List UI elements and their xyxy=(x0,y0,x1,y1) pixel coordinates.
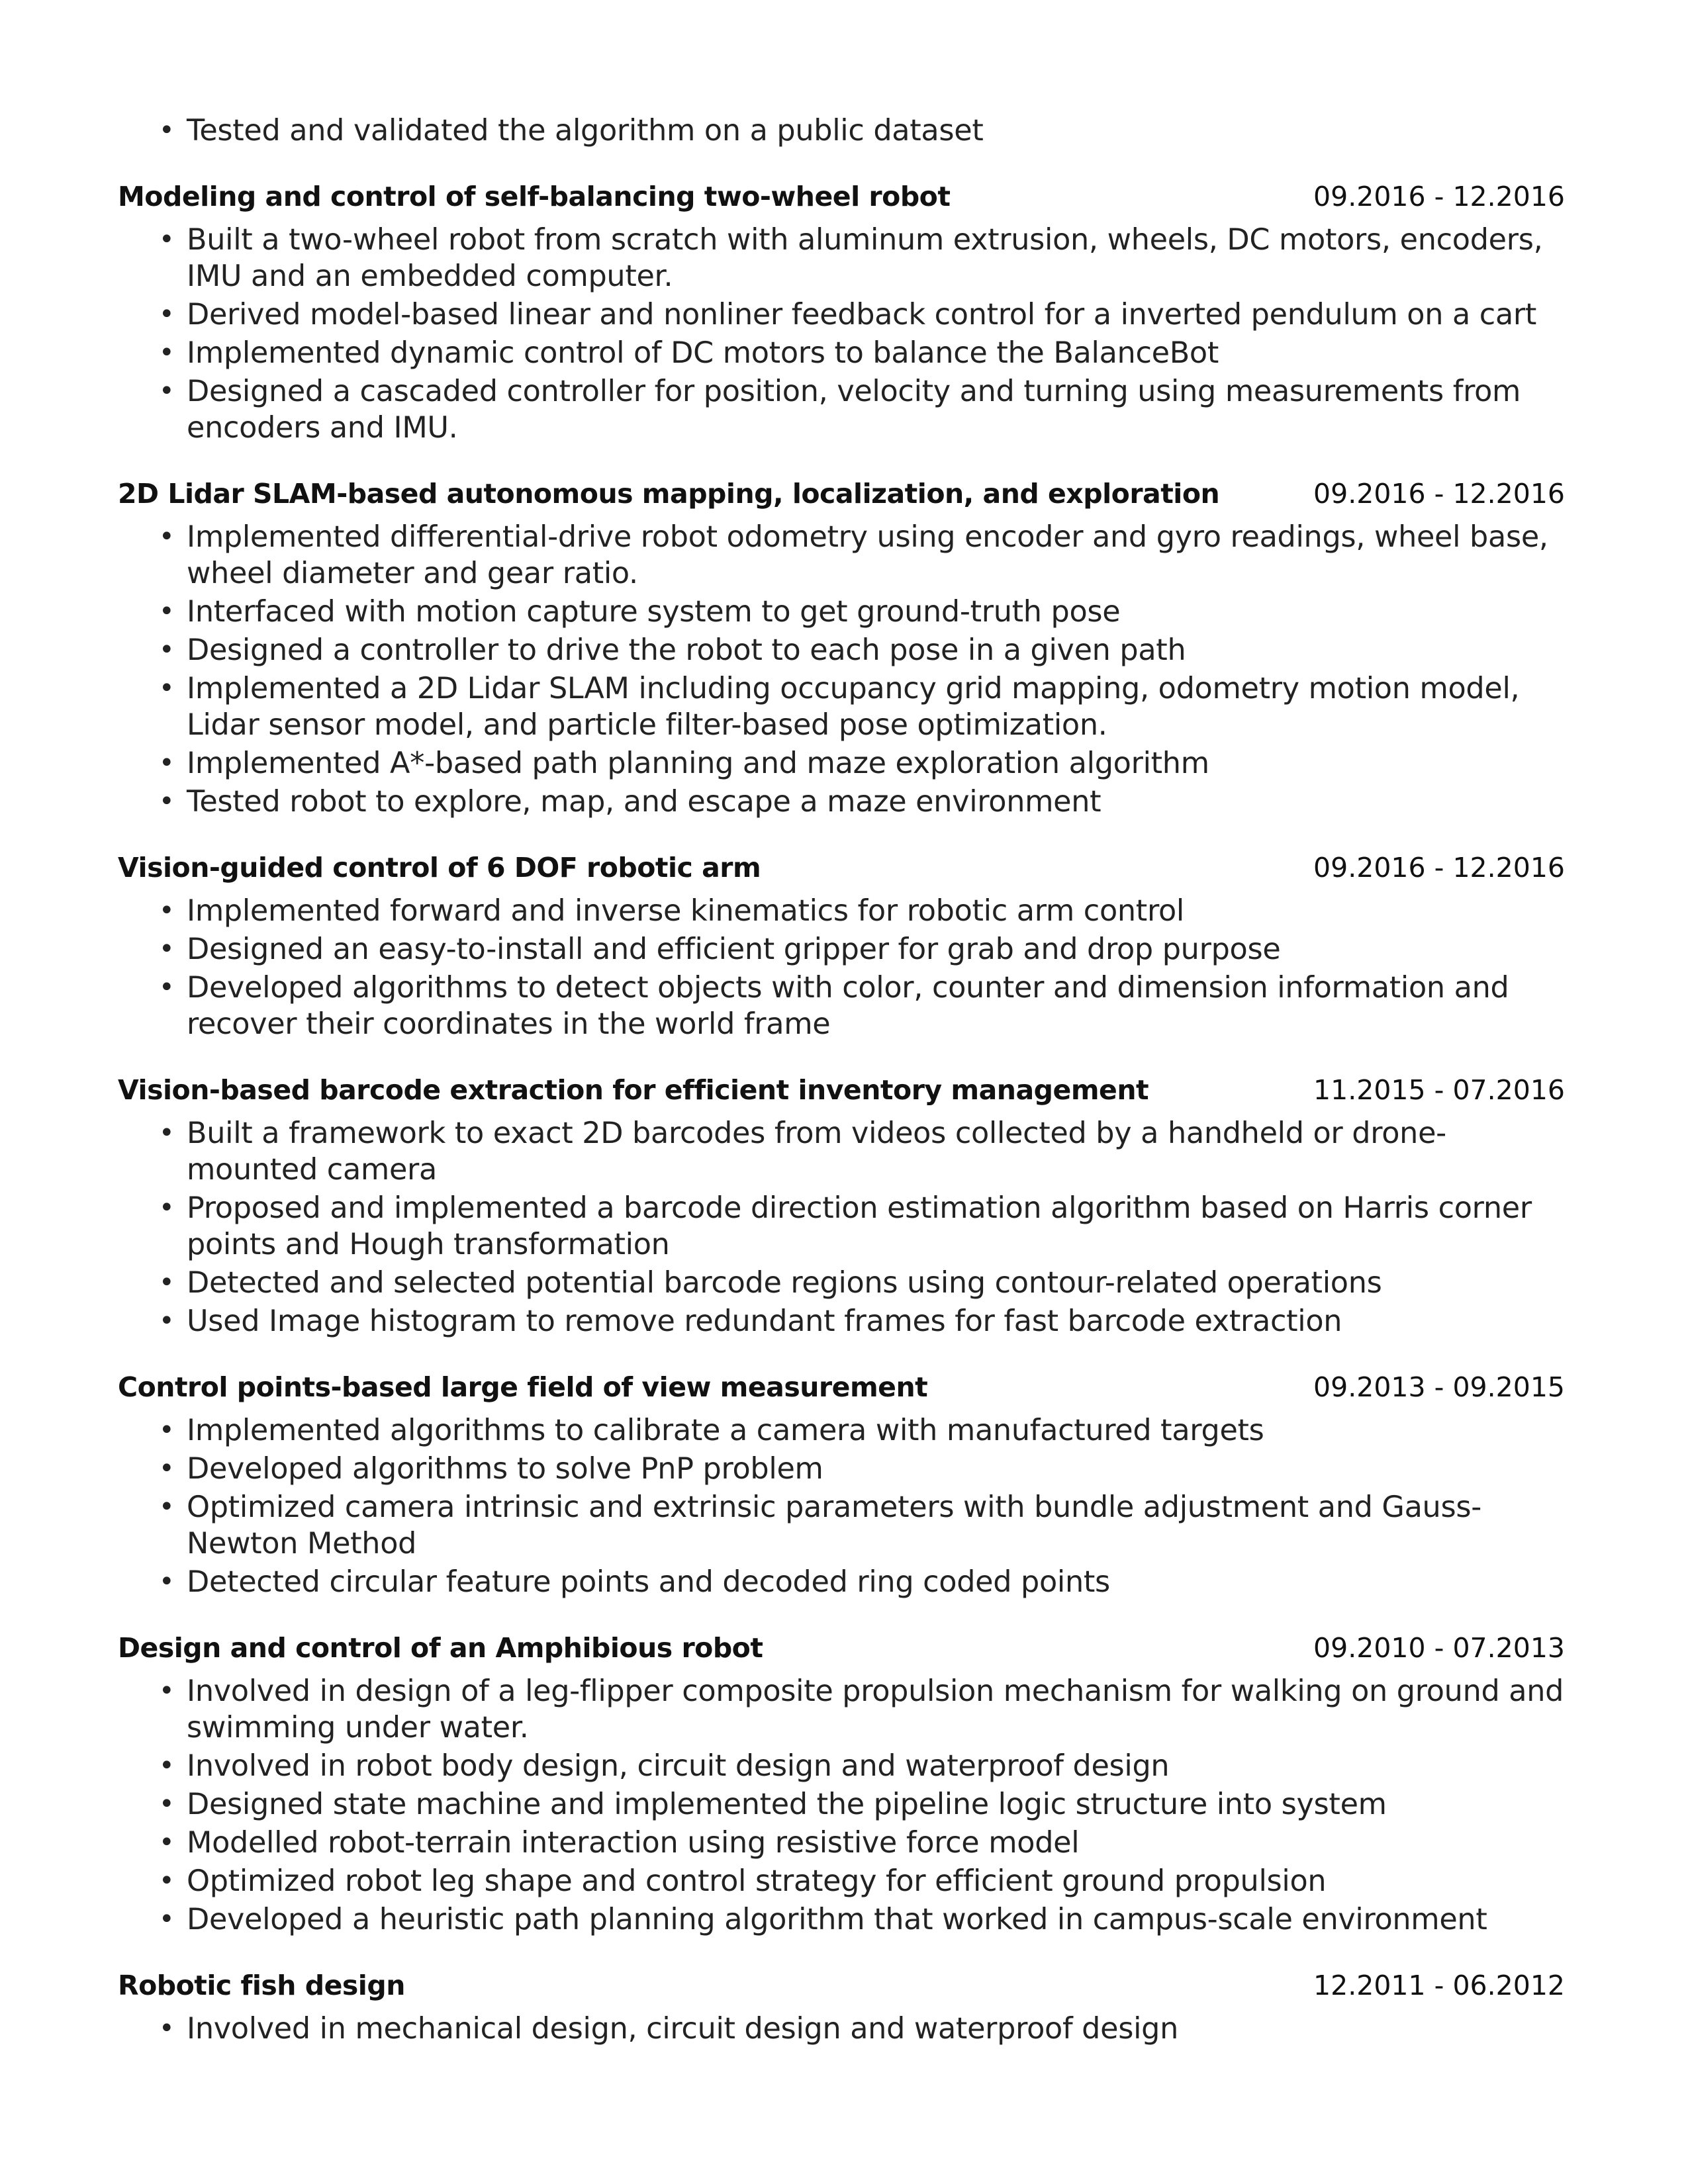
bullet-item: • Developed a heuristic path planning algorithm that worked in campus-scale environment xyxy=(118,1901,1568,1938)
project-title: Modeling and control of self-balancing two-wheel robot xyxy=(118,181,951,212)
project-header xyxy=(118,1371,1568,1412)
project-bullet-list xyxy=(118,1115,1568,1340)
project-header xyxy=(118,181,1568,222)
project-amphibious-robot xyxy=(118,1632,1568,1938)
project-header xyxy=(118,852,1568,893)
project-date: 09.2016 - 12.2016 xyxy=(1313,181,1565,212)
project-fov-measurement xyxy=(118,1371,1568,1600)
bullet-item: • Designed a controller to drive the robot to each pose in a given path xyxy=(118,632,1568,668)
project-date: 09.2013 - 09.2015 xyxy=(1313,1371,1565,1403)
bullet-item: • Derived model-based linear and nonliner feedback control for a inverted pendulum on a cart xyxy=(118,296,1568,333)
bullet-item: • Optimized robot leg shape and control strategy for efficient ground propulsion xyxy=(118,1863,1568,1899)
bullet-item: • Proposed and implemented a barcode direction estimation algorithm based on Harris corner points and Hough transformation xyxy=(118,1190,1568,1263)
project-date: 09.2016 - 12.2016 xyxy=(1313,478,1565,510)
bullet-item: • Designed a cascaded controller for position, velocity and turning using measurements from encoders and IMU. xyxy=(118,373,1568,446)
bullet-item: • Detected circular feature points and decoded ring coded points xyxy=(118,1564,1568,1600)
lead-bullet-list xyxy=(118,113,1568,149)
project-bullet-list xyxy=(118,2011,1568,2047)
project-header xyxy=(118,1632,1568,1673)
project-title: Vision-guided control of 6 DOF robotic arm xyxy=(118,852,761,884)
bullet-item: • Optimized camera intrinsic and extrinsic parameters with bundle adjustment and Gauss-Newton Method xyxy=(118,1489,1568,1562)
project-header xyxy=(118,478,1568,519)
bullet-item: • Implemented forward and inverse kinematics for robotic arm control xyxy=(118,893,1568,929)
project-header xyxy=(118,1074,1568,1115)
bullet-item: • Modelled robot-terrain interaction using resistive force model xyxy=(118,1825,1568,1861)
bullet-item: • Involved in robot body design, circuit design and waterproof design xyxy=(118,1748,1568,1784)
bullet-item: • Developed algorithms to solve PnP problem xyxy=(118,1451,1568,1487)
projects-section xyxy=(118,181,1568,2047)
bullet-item: • Built a two-wheel robot from scratch with aluminum extrusion, wheels, DC motors, encoders, IMU and an embedded computer. xyxy=(118,222,1568,295)
project-barcode-extraction xyxy=(118,1074,1568,1340)
bullet-item: • Involved in mechanical design, circuit design and waterproof design xyxy=(118,2011,1568,2047)
project-lidar-slam xyxy=(118,478,1568,820)
project-date: 12.2011 - 06.2012 xyxy=(1313,1970,1565,2001)
project-bullet-list xyxy=(118,1412,1568,1600)
project-title: 2D Lidar SLAM-based autonomous mapping, localization, and exploration xyxy=(118,478,1220,510)
bullet-item: • Designed an easy-to-install and efficient gripper for grab and drop purpose xyxy=(118,931,1568,968)
project-title: Robotic fish design xyxy=(118,1970,405,2001)
project-bullet-list xyxy=(118,519,1568,820)
project-bullet-list xyxy=(118,222,1568,446)
project-title: Vision-based barcode extraction for efficient inventory management xyxy=(118,1074,1149,1106)
bullet-item: • Developed algorithms to detect objects with color, counter and dimension information and recover their coordinates in the world frame xyxy=(118,970,1568,1042)
project-title: Design and control of an Amphibious robot xyxy=(118,1632,763,1664)
bullet-item: • Involved in design of a leg-flipper composite propulsion mechanism for walking on ground and swimming under water. xyxy=(118,1673,1568,1746)
project-title: Control points-based large field of view measurement xyxy=(118,1371,928,1403)
bullet-item: • Used Image histogram to remove redundant frames for fast barcode extraction xyxy=(118,1303,1568,1340)
project-date: 09.2016 - 12.2016 xyxy=(1313,852,1565,884)
project-header xyxy=(118,1970,1568,2011)
project-robotic-fish xyxy=(118,1970,1568,2047)
bullet-item: • Built a framework to exact 2D barcodes from videos collected by a handheld or drone-mounted camera xyxy=(118,1115,1568,1188)
bullet-item: • Interfaced with motion capture system to get ground-truth pose xyxy=(118,594,1568,630)
bullet-item: • Detected and selected potential barcode regions using contour-related operations xyxy=(118,1265,1568,1301)
bullet-item: • Implemented algorithms to calibrate a camera with manufactured targets xyxy=(118,1412,1568,1449)
project-bullet-list xyxy=(118,1673,1568,1938)
project-balancebot xyxy=(118,181,1568,446)
bullet-item: • Designed state machine and implemented the pipeline logic structure into system xyxy=(118,1786,1568,1823)
project-date: 11.2015 - 07.2016 xyxy=(1313,1074,1565,1106)
bullet-item: • Implemented differential-drive robot odometry using encoder and gyro readings, wheel base, wheel diameter and gear ratio. xyxy=(118,519,1568,592)
bullet-item: • Implemented a 2D Lidar SLAM including occupancy grid mapping, odometry motion model, Lidar sensor model, and particle filter-based pose optimization. xyxy=(118,670,1568,743)
resume-page xyxy=(118,113,1568,2049)
project-date: 09.2010 - 07.2013 xyxy=(1313,1632,1565,1664)
bullet-item: • Tested robot to explore, map, and escape a maze environment xyxy=(118,784,1568,820)
project-robotic-arm xyxy=(118,852,1568,1042)
bullet-item: • Implemented A*-based path planning and maze exploration algorithm xyxy=(118,745,1568,782)
project-bullet-list xyxy=(118,893,1568,1042)
bullet-item: • Implemented dynamic control of DC motors to balance the BalanceBot xyxy=(118,335,1568,371)
bullet-item: • Tested and validated the algorithm on a public dataset xyxy=(118,113,1568,149)
